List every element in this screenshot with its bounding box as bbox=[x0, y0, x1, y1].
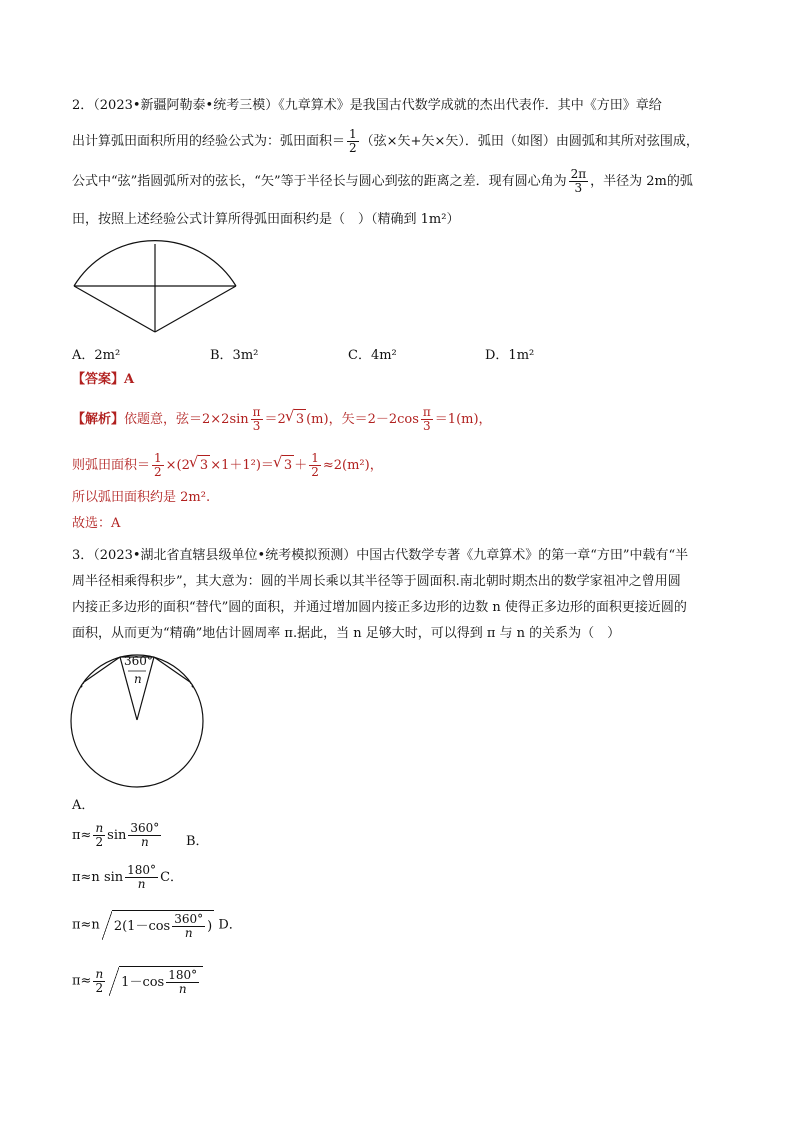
analysis-text-1b: ＝2 bbox=[264, 412, 286, 427]
opt-func: sin bbox=[107, 828, 127, 843]
q2-answer bbox=[72, 370, 134, 390]
answer-label: 【答案】 bbox=[72, 372, 125, 387]
q3-line-2: 周半径相乘得积步”，其大意为：圆的半周长乘以其半径等于圆面积.南北朝时期杰出的数学家祖冲之曾用圆 bbox=[72, 574, 681, 589]
q3-choice-b-label[interactable]: B． bbox=[186, 834, 209, 849]
analysis-text-1a: 依题意，弦＝2×2sin bbox=[124, 412, 249, 427]
frac-den: 2 bbox=[154, 465, 162, 479]
q2-frac-angle bbox=[569, 168, 589, 195]
q2-text-3a: 公式中“弦”指圆弧所对的弦长，“矢”等于半径长与圆心到弦的距离之差．现有圆心角为 bbox=[72, 174, 567, 189]
analysis-text-1d: ＝1(m)， bbox=[434, 412, 492, 427]
opt-frac bbox=[93, 822, 105, 849]
answer-value: A bbox=[124, 372, 135, 387]
analysis-text-2d: ＋ bbox=[294, 458, 308, 473]
opt-text: π≈n bbox=[72, 917, 100, 933]
q2-text-2b: （弦×矢+矢×矢）．弧田（如图）由圆弧和其所对弦围成， bbox=[360, 134, 699, 149]
frac-den: 2 bbox=[349, 141, 357, 155]
opt-text: π≈ bbox=[72, 973, 92, 989]
analysis-text-2e: ≈2(m²)， bbox=[322, 458, 383, 473]
q3-line-3: 内接正多边形的面积“替代”圆的面积，并通过增加圆内接正多边形的边数 n 使得正多边形的面积更接近圆的 bbox=[72, 600, 687, 615]
opt-frac-angle bbox=[172, 913, 205, 940]
frac-den: 2 bbox=[95, 980, 104, 995]
analysis-text-2a: 则弧田面积＝ bbox=[72, 458, 151, 473]
q3-choice-d-label[interactable]: D． bbox=[218, 917, 242, 933]
opt-frac-angle bbox=[128, 822, 161, 849]
q2-text-4: 田，按照上述经验公式计算所得弧田面积约是（ ）（精确到 1m²） bbox=[72, 212, 460, 227]
analysis-label: 【解析】 bbox=[72, 412, 125, 427]
opt-text: π≈n sin bbox=[72, 870, 124, 885]
q2-analysis-line-4: 故选：A bbox=[72, 516, 121, 531]
q3-option-d-expr[interactable] bbox=[72, 966, 203, 996]
analysis-text-1c: (m)，矢＝2－2cos bbox=[306, 412, 419, 427]
radius-right bbox=[155, 286, 236, 332]
q2-analysis-line-3: 所以弧田面积约是 2m². bbox=[72, 490, 211, 505]
frac-num: 1 bbox=[349, 127, 357, 141]
q2-source: （2023•新疆阿勒泰•统考三模） bbox=[93, 98, 279, 113]
frac-den: 2 bbox=[311, 465, 319, 479]
q2-line-2 bbox=[72, 128, 699, 155]
q2-analysis-line-2 bbox=[72, 452, 383, 479]
analysis-text-2c: ×1＋1²)＝ bbox=[210, 458, 274, 473]
fig-angle-num: 360° bbox=[124, 654, 153, 668]
q2-choice-d[interactable]: D．1m² bbox=[485, 348, 535, 363]
frac-num: n bbox=[95, 821, 104, 835]
frac-den: 2 bbox=[95, 835, 104, 849]
fig-angle-den: n bbox=[134, 672, 142, 686]
q2-choice-b[interactable]: B．3m² bbox=[210, 348, 259, 363]
analysis-frac-3 bbox=[152, 452, 164, 479]
frac-num: n bbox=[95, 966, 104, 981]
q2-text-3b: ，半径为 2m的弧 bbox=[590, 174, 693, 189]
frac-den: 3 bbox=[574, 181, 583, 195]
radius-left bbox=[74, 286, 155, 332]
q3-option-b-expr[interactable] bbox=[72, 864, 183, 891]
q2-line-1 bbox=[72, 96, 662, 116]
q2-frac-half bbox=[347, 128, 359, 155]
frac-den: n bbox=[178, 982, 187, 996]
analysis-frac-1 bbox=[251, 406, 263, 433]
q3-line-4: 面积，从而更为“精确”地估计圆周率 π.据此，当 n 足够大时，可以得到 π 与 n 的关系为（ ） bbox=[72, 626, 621, 641]
opt-sqrt bbox=[119, 966, 203, 996]
q3-option-a-expr[interactable] bbox=[72, 822, 163, 849]
frac-den: 3 bbox=[252, 419, 261, 433]
frac-num: π bbox=[252, 405, 261, 419]
frac-num: 2π bbox=[570, 167, 587, 181]
frac-den: n bbox=[137, 877, 146, 891]
frac-num: 180° bbox=[127, 863, 157, 877]
frac-num: 1 bbox=[311, 451, 319, 465]
q2-line-4 bbox=[72, 210, 459, 230]
analysis-frac-2 bbox=[421, 406, 433, 433]
opt-frac-angle bbox=[125, 864, 158, 891]
q3-line-1: 3．（2023•湖北省直辖县级单位•统考模拟预测）中国古代数学专著《九章算术》的第一章“方田”中载有“半 bbox=[72, 548, 689, 563]
q2-number: 2． bbox=[72, 98, 94, 113]
q2-text-2a: 出计算弧田面积所用的经验公式为：弧田面积＝ bbox=[72, 134, 346, 149]
frac-den: 3 bbox=[423, 419, 431, 433]
opt-inner: 1－cos bbox=[121, 975, 165, 990]
arc-field-figure bbox=[68, 240, 242, 336]
inscribed-polygon-figure bbox=[68, 650, 208, 790]
frac-den: n bbox=[184, 926, 193, 940]
frac-num: 180° bbox=[168, 968, 198, 982]
frac-den: n bbox=[140, 835, 149, 849]
opt-frac-angle bbox=[166, 969, 199, 996]
opt-sqrt: 2(1－cos $\frac{360^\circ}{n}$ ) bbox=[113, 912, 213, 940]
frac-num: 1 bbox=[154, 451, 162, 465]
q2-choice-c[interactable]: C．4m² bbox=[348, 348, 397, 363]
q2-analysis-line-1 bbox=[72, 406, 492, 433]
opt-frac bbox=[93, 968, 105, 995]
analysis-sqrt-3: √ 3 bbox=[282, 455, 294, 476]
opt-inner-b: 1－cos bbox=[127, 919, 171, 934]
q3-choice-c-label[interactable]: C． bbox=[160, 870, 184, 885]
frac-num: 360° bbox=[174, 912, 204, 926]
analysis-sqrt-1: √ 3 bbox=[294, 409, 306, 430]
analysis-sqrt-2: √ 3 bbox=[198, 455, 210, 476]
frac-num: π bbox=[422, 405, 431, 419]
frac-num: 360° bbox=[130, 821, 160, 835]
analysis-text-2b: ×(2 bbox=[165, 458, 190, 473]
q2-choice-a[interactable]: A．2m² bbox=[72, 348, 121, 363]
polygon-side-right bbox=[154, 657, 190, 682]
polygon-side-left bbox=[84, 657, 120, 682]
analysis-frac-4 bbox=[309, 452, 321, 479]
opt-inner-a: 2 bbox=[113, 919, 123, 934]
q3-option-c-expr[interactable] bbox=[72, 910, 242, 940]
opt-text: π≈ bbox=[72, 828, 92, 843]
q2-line-3 bbox=[72, 168, 693, 195]
q3-choice-a-label[interactable]: A． bbox=[72, 798, 95, 813]
q2-text-1: 《九章算术》是我国古代数学成就的杰出代表作．其中《方田》章给 bbox=[278, 98, 662, 113]
